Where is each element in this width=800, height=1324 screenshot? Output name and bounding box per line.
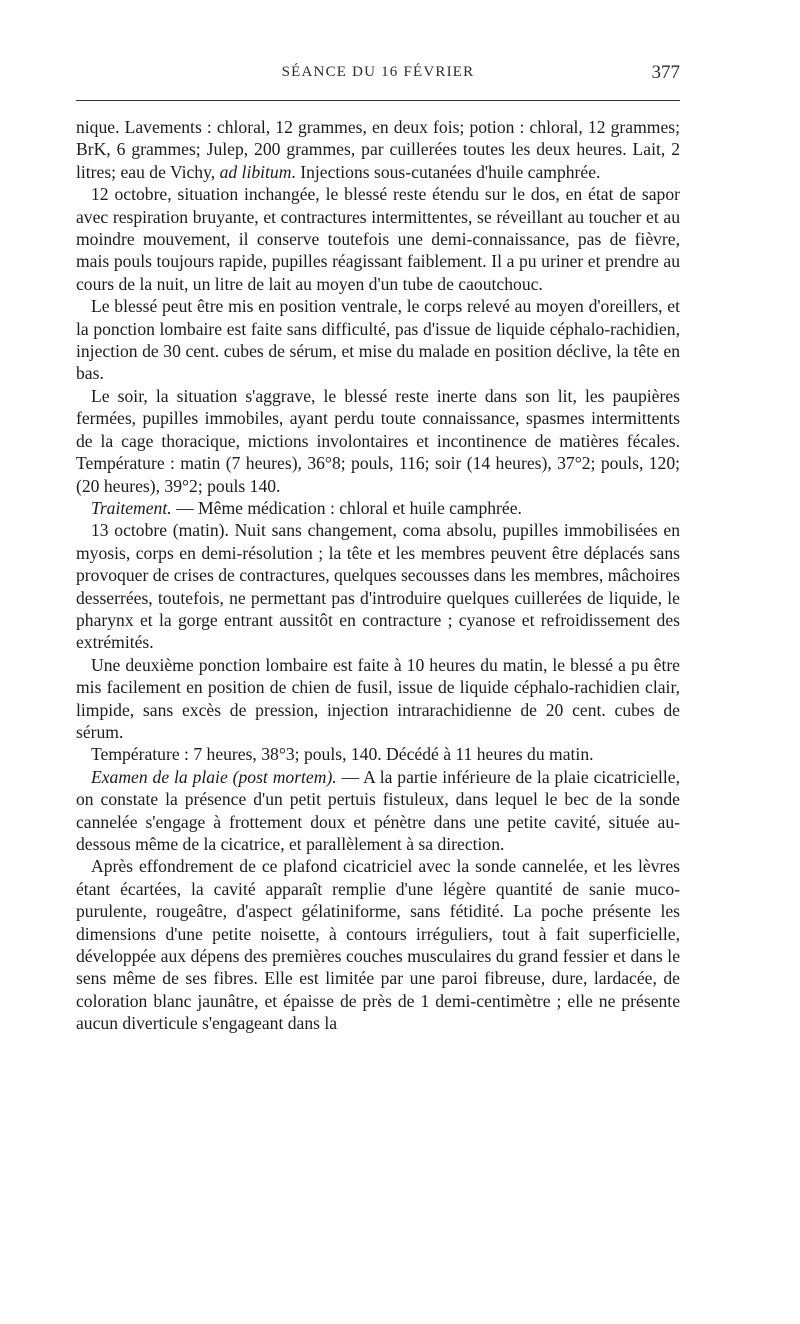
text-run: Température : 7 heures, 38°3; pouls, 140. Décédé à 11 heures du matin. xyxy=(91,744,594,765)
paragraph xyxy=(76,855,680,1034)
page-header xyxy=(76,64,680,90)
italic-text: Traitement. xyxy=(91,497,172,518)
paragraph xyxy=(76,295,680,385)
text-run: . Injections sous-cutanées d'huile camphrée. xyxy=(291,161,601,182)
text-run: Après effondrement de ce plafond cicatriciel avec la sonde cannelée, et les lèvres étant écartées, la cavité apparaît remplie d'une légère quantité de sanie muco-purulente, rougeâtre, d'aspect gélatiniforme, sans fétidité. La poche présente les dimensions d'une petite noisette, à contours irréguliers, tout à fait superficielle, développée aux dépens des premières couches musculaires du grand fessier et dans le sens même de ses fibres. Elle est limitée par une paroi fibreuse, dure, lardacée, de coloration blanc jaunâtre, et épaisse de près de 1 demi-centimètre ; elle ne présente aucun diverticule s'engageant dans la xyxy=(76,856,680,1034)
text-run: — A la partie inférieure de la plaie cicatricielle, on constate la présence d'un petit pertuis fistuleux, dans lequel le bec de la sonde cannelée s'engage à frottement doux et pénètre dans une petite cavité, située au-dessous même de la cicatrice, et parallèlement à sa direction. xyxy=(76,766,681,854)
header-rule xyxy=(76,100,680,101)
paragraph xyxy=(76,116,680,183)
text-run: Une deuxième ponction lombaire est faite à 10 heures du matin, le blessé a pu être mis facilement en position de chien de fusil, issue de liquide céphalo-rachidien clair, limpide, sans excès de pression, injection intrarachidienne de 20 cent. cubes de sérum. xyxy=(76,654,680,742)
paragraph xyxy=(76,654,680,744)
text-run: Le blessé peut être mis en position ventrale, le corps relevé au moyen d'oreillers, et la ponction lombaire est faite sans difficulté, pas d'issue de liquide céphalo-rachidien, injection de 30 cent. cubes de sérum, et mise du malade en position déclive, la tête en bas. xyxy=(76,296,680,384)
page-number: 377 xyxy=(651,62,680,83)
text-run: — Même médication : chloral et huile camphrée. xyxy=(171,497,522,518)
paragraph xyxy=(76,743,680,765)
text-run: 13 octobre (matin). Nuit sans changement, coma absolu, pupilles immobilisées en myosis, corps en demi-résolution ; la tête et les membres peuvent être déplacés sans provoquer de crises de contractures, quelques secousses dans les membres, mâchoires desserrées, toutefois, ne permettant pas d'introduire quelques cuillerées de liquide, le pharynx et la gorge entrant aussitôt en contracture ; cyanose et refroidissement des extrémités. xyxy=(76,520,680,653)
paragraph xyxy=(76,385,680,497)
italic-text: ad libitum xyxy=(219,161,292,182)
body-text xyxy=(76,116,680,1035)
paragraph xyxy=(76,519,680,653)
paragraph xyxy=(76,183,680,295)
text-run: Le soir, la situation s'aggrave, le blessé reste inerte dans son lit, les paupières fermées, pupilles immobiles, ayant perdu toute connaissance, spasmes intermittents de la cage thoracique, mictions involontaires et incontinence de matières fécales. Température : matin (7 heures), 36°8; pouls, 116; soir (14 heures), 37°2; pouls, 120; (20 heures), 39°2; pouls 140. xyxy=(76,385,680,496)
running-title: SÉANCE DU 16 FÉVRIER xyxy=(281,64,475,80)
paragraph xyxy=(76,766,680,856)
italic-text: Examen de la plaie (post mortem). xyxy=(91,766,337,787)
paragraph xyxy=(76,497,680,519)
text-run: nique. Lavements : chloral, 12 grammes, en deux fois; potion : chloral, 12 grammes; BrK, 6 grammes; Julep, 200 grammes, par cuillerées toutes les deux heures. Lait, 2 litres; eau de Vichy, xyxy=(76,117,680,182)
text-run: 12 octobre, situation inchangée, le blessé reste étendu sur le dos, en état de sapor avec respiration bruyante, et contractures intermittentes, se réveillant au toucher et au moindre mouvement, il conserve toutefois une demi-connaissance, pas de fièvre, mais pouls toujours rapide, pupilles réagissant faiblement. Il a pu uriner et prendre au cours de la nuit, un litre de lait au moyen d'un tube de caoutchouc. xyxy=(76,184,680,294)
